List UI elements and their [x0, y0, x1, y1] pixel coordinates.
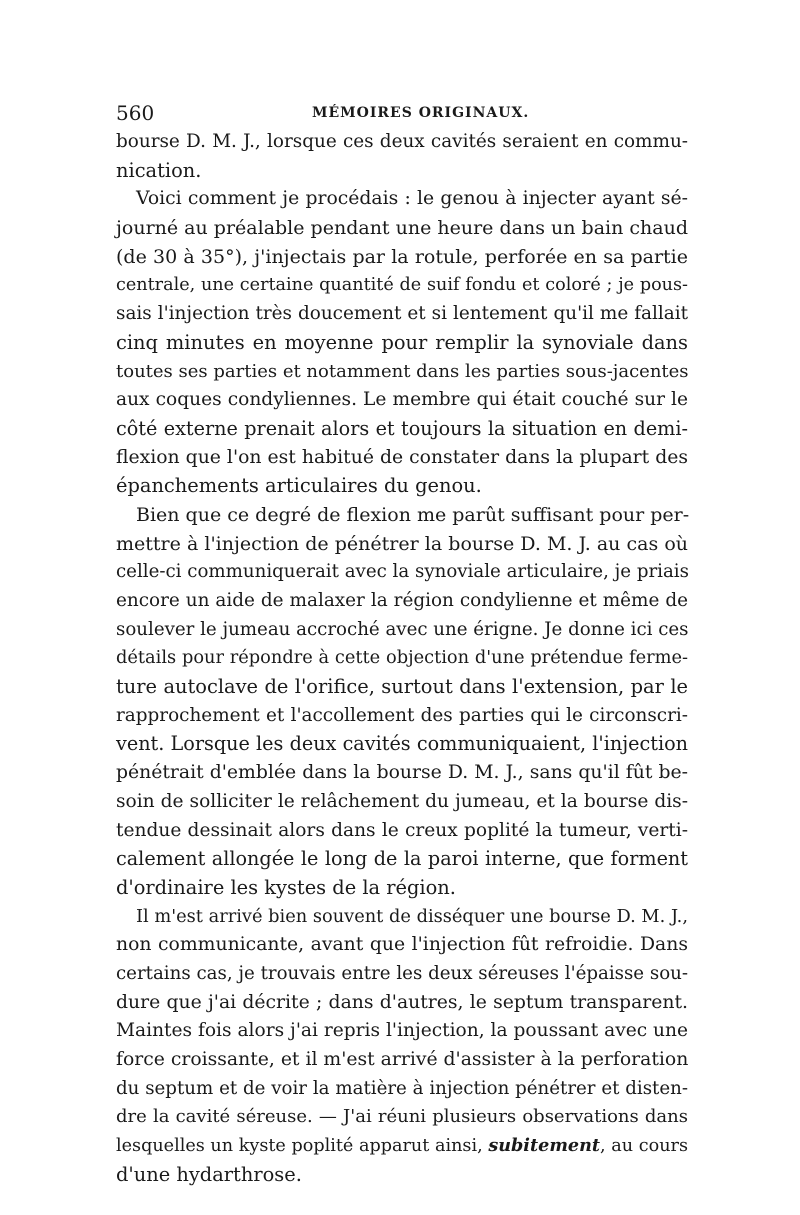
text-line: soulever le jumeau accroché avec une érigne. Je donne ici ces — [116, 618, 689, 640]
text-line: toutes ses parties et notamment dans les parties sous-jacentes — [116, 360, 689, 382]
text-line: cinq minutes en moyenne pour remplir la synoviale dans — [116, 330, 688, 354]
text-line: rapprochement et l'accollement des parties qui le circonscri- — [116, 704, 688, 726]
text-line: centrale, une certaine quantité de suif fondu et coloré ; je pous- — [116, 275, 688, 296]
text-line: non communicante, avant que l'injection fût refroidie. Dans — [116, 934, 688, 956]
text-line: du septum et de voir la matière à injection pénétrer et disten- — [116, 1077, 688, 1099]
text-line: force croissante, et il m'est arrivé d'assister à la perforation — [116, 1049, 689, 1070]
text-line: (de 30 à 35°), j'injectais par la rotule, perforée en sa partie — [116, 245, 688, 268]
text-line: dre la cavité séreuse. — J'ai réuni plusieurs observations dans — [116, 1106, 688, 1128]
text-line: bourse D. M. J., lorsque ces deux cavités seraient en commu- — [116, 131, 688, 152]
text-line: côté externe prenait alors et toujours la situation en demi- — [116, 416, 688, 440]
emphasized-word: subitement — [488, 1135, 601, 1157]
text-line: sais l'injection très doucement et si lentement qu'il me fallait — [116, 303, 688, 325]
text-line: nication. — [116, 158, 202, 182]
text-line: encore un aide de malaxer la région condylienne et même de — [116, 590, 688, 611]
text-line: aux coques condyliennes. Le membre qui était couché sur le — [116, 389, 688, 411]
body-text — [116, 128, 688, 1189]
text-line: d'une hydarthrose. — [116, 1162, 302, 1186]
text-line: flexion que l'on est habitué de constater dans la plupart des — [116, 446, 688, 468]
text-line: Bien que ce degré de flexion me parût suffisant pour per- — [136, 503, 690, 526]
text-line: ture autoclave de l'orifice, surtout dans l'extension, par le — [116, 675, 688, 699]
text-line: journé au préalable pendant une heure dans un bain chaud — [116, 217, 688, 240]
text-line: détails pour répondre à cette objection d'une prétendue ferme- — [116, 647, 688, 669]
text-line: Voici comment je procédais : le genou à injecter ayant sé- — [136, 188, 688, 210]
text-line: d'ordinaire les kystes de la région. — [116, 875, 456, 899]
text-line: tendue dessinait alors dans le creux poplité la tumeur, verti- — [116, 819, 688, 841]
text-line-with-emphasis — [116, 1132, 688, 1161]
text-line: pénétrait d'emblée dans la bourse D. M. J., sans qu'il fût be- — [116, 762, 688, 784]
text-line: dure que j'ai décrite ; dans d'autres, le septum transparent. — [116, 991, 688, 1013]
text-line: Il m'est arrivé bien souvent de disséquer une bourse D. M. J., — [136, 905, 688, 927]
running-title: MÉMOIRES ORIGINAUX. — [312, 105, 530, 121]
text-line: calement allongée le long de la paroi interne, que forment — [116, 847, 688, 871]
text-line: épanchements articulaires du genou. — [116, 474, 482, 498]
running-head — [116, 98, 696, 128]
text-segment: lesquelles un kyste poplité apparut ainsi, — [116, 1136, 489, 1157]
text-line: Maintes fois alors j'ai repris l'injection, la poussant avec une — [116, 1020, 688, 1042]
text-line: certains cas, je trouvais entre les deux séreuses l'épaisse sou- — [116, 962, 688, 984]
page-number: 560 — [116, 101, 155, 125]
text-segment: , au cours — [600, 1136, 688, 1157]
text-line: celle-ci communiquerait avec la synoviale articulaire, je priais — [116, 561, 689, 583]
text-line: soin de solliciter le relâchement du jumeau, et la bourse dis- — [116, 790, 688, 812]
text-line: vent. Lorsque les deux cavités communiquaient, l'injection — [116, 732, 688, 756]
text-line: mettre à l'injection de pénétrer la bourse D. M. J. au cas où — [116, 532, 688, 555]
